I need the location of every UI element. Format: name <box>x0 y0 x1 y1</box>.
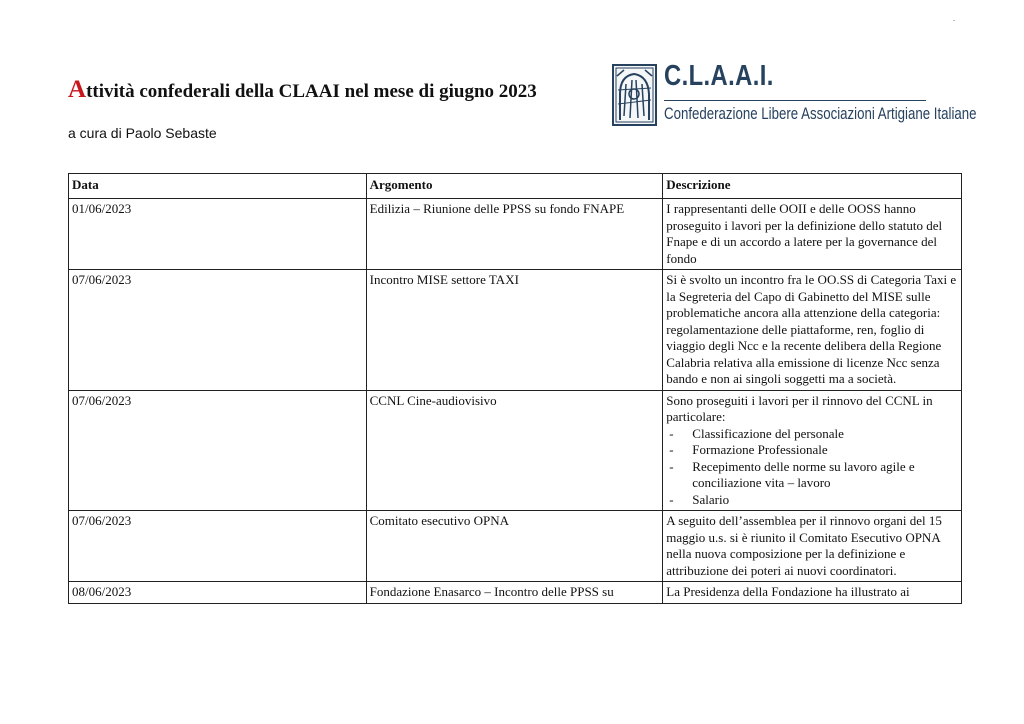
row-description: Si è svolto un incontro fra le OO.SS di Categoria Taxi e la Segreteria del Capo di Gabinetto del MISE sulle problematiche ancora alla attenzione della categoria: regolamentazione delle piattaforme, ren, foglio di viaggio degli Ncc e la recente delibera della Regione Calabria relativa alla emissione di licenze Ncc senza bando e non ai singoli soggetti ma a società. <box>663 270 962 391</box>
activities-table <box>68 173 962 604</box>
row-date: 07/06/2023 <box>69 270 367 391</box>
row-description: A seguito dell’assemblea per il rinnovo organi del 15 maggio u.s. si è riunito il Comitato Esecutivo OPNA nella nuova composizione per la definizione e attribuzione dei poteri ai nuovi coordinatori. <box>663 511 962 582</box>
description-intro: Sono proseguiti i lavori per il rinnovo del CCNL in particolare: <box>666 392 933 424</box>
scan-mark <box>953 20 955 21</box>
row-date: 07/06/2023 <box>69 511 367 582</box>
table-header-row <box>69 174 962 199</box>
table-row <box>69 511 962 582</box>
table-row <box>69 390 962 511</box>
column-header-topic: Argomento <box>366 174 663 199</box>
list-item: - Classificazione del personale <box>666 426 957 443</box>
column-header-date: Data <box>69 174 367 199</box>
title-initial: A <box>68 76 87 103</box>
table-row <box>69 582 962 604</box>
title-text: ttività confederali della CLAAI nel mese di giugno 2023 <box>86 81 537 102</box>
row-topic: CCNL Cine-audiovisivo <box>366 390 663 511</box>
logo-divider <box>664 100 926 101</box>
row-topic: Fondazione Enasarco – Incontro delle PPSS su <box>366 582 663 604</box>
table-row <box>69 199 962 270</box>
logo-tagline: Confederazione Libere Associazioni Artigiane Italiane <box>664 104 977 123</box>
logo-name: C.L.A.A.I. <box>664 60 774 92</box>
row-date: 07/06/2023 <box>69 390 367 511</box>
row-topic: Comitato esecutivo OPNA <box>366 511 663 582</box>
row-description: I rappresentanti delle OOII e delle OOSS hanno proseguito i lavori per la definizione dello statuto del Fnape e di un accordo a latere per la governance del fondo <box>663 199 962 270</box>
row-topic: Incontro MISE settore TAXI <box>366 270 663 391</box>
row-description <box>663 390 962 511</box>
row-date: 08/06/2023 <box>69 582 367 604</box>
list-item: - Salario <box>666 492 957 509</box>
list-item: - Formazione Professionale <box>666 442 957 459</box>
page-title <box>68 76 537 104</box>
column-header-description: Descrizione <box>663 174 962 199</box>
claai-logo <box>612 60 977 130</box>
table-row <box>69 270 962 391</box>
row-date: 01/06/2023 <box>69 199 367 270</box>
claai-emblem-icon <box>612 64 657 126</box>
row-topic: Edilizia – Riunione delle PPSS su fondo FNAPE <box>366 199 663 270</box>
row-description: La Presidenza della Fondazione ha illustrato ai <box>663 582 962 604</box>
description-bullet-list <box>666 426 957 509</box>
author-line: a cura di Paolo Sebaste <box>68 125 217 141</box>
list-item: - Recepimento delle norme su lavoro agile e conciliazione vita – lavoro <box>666 459 957 492</box>
